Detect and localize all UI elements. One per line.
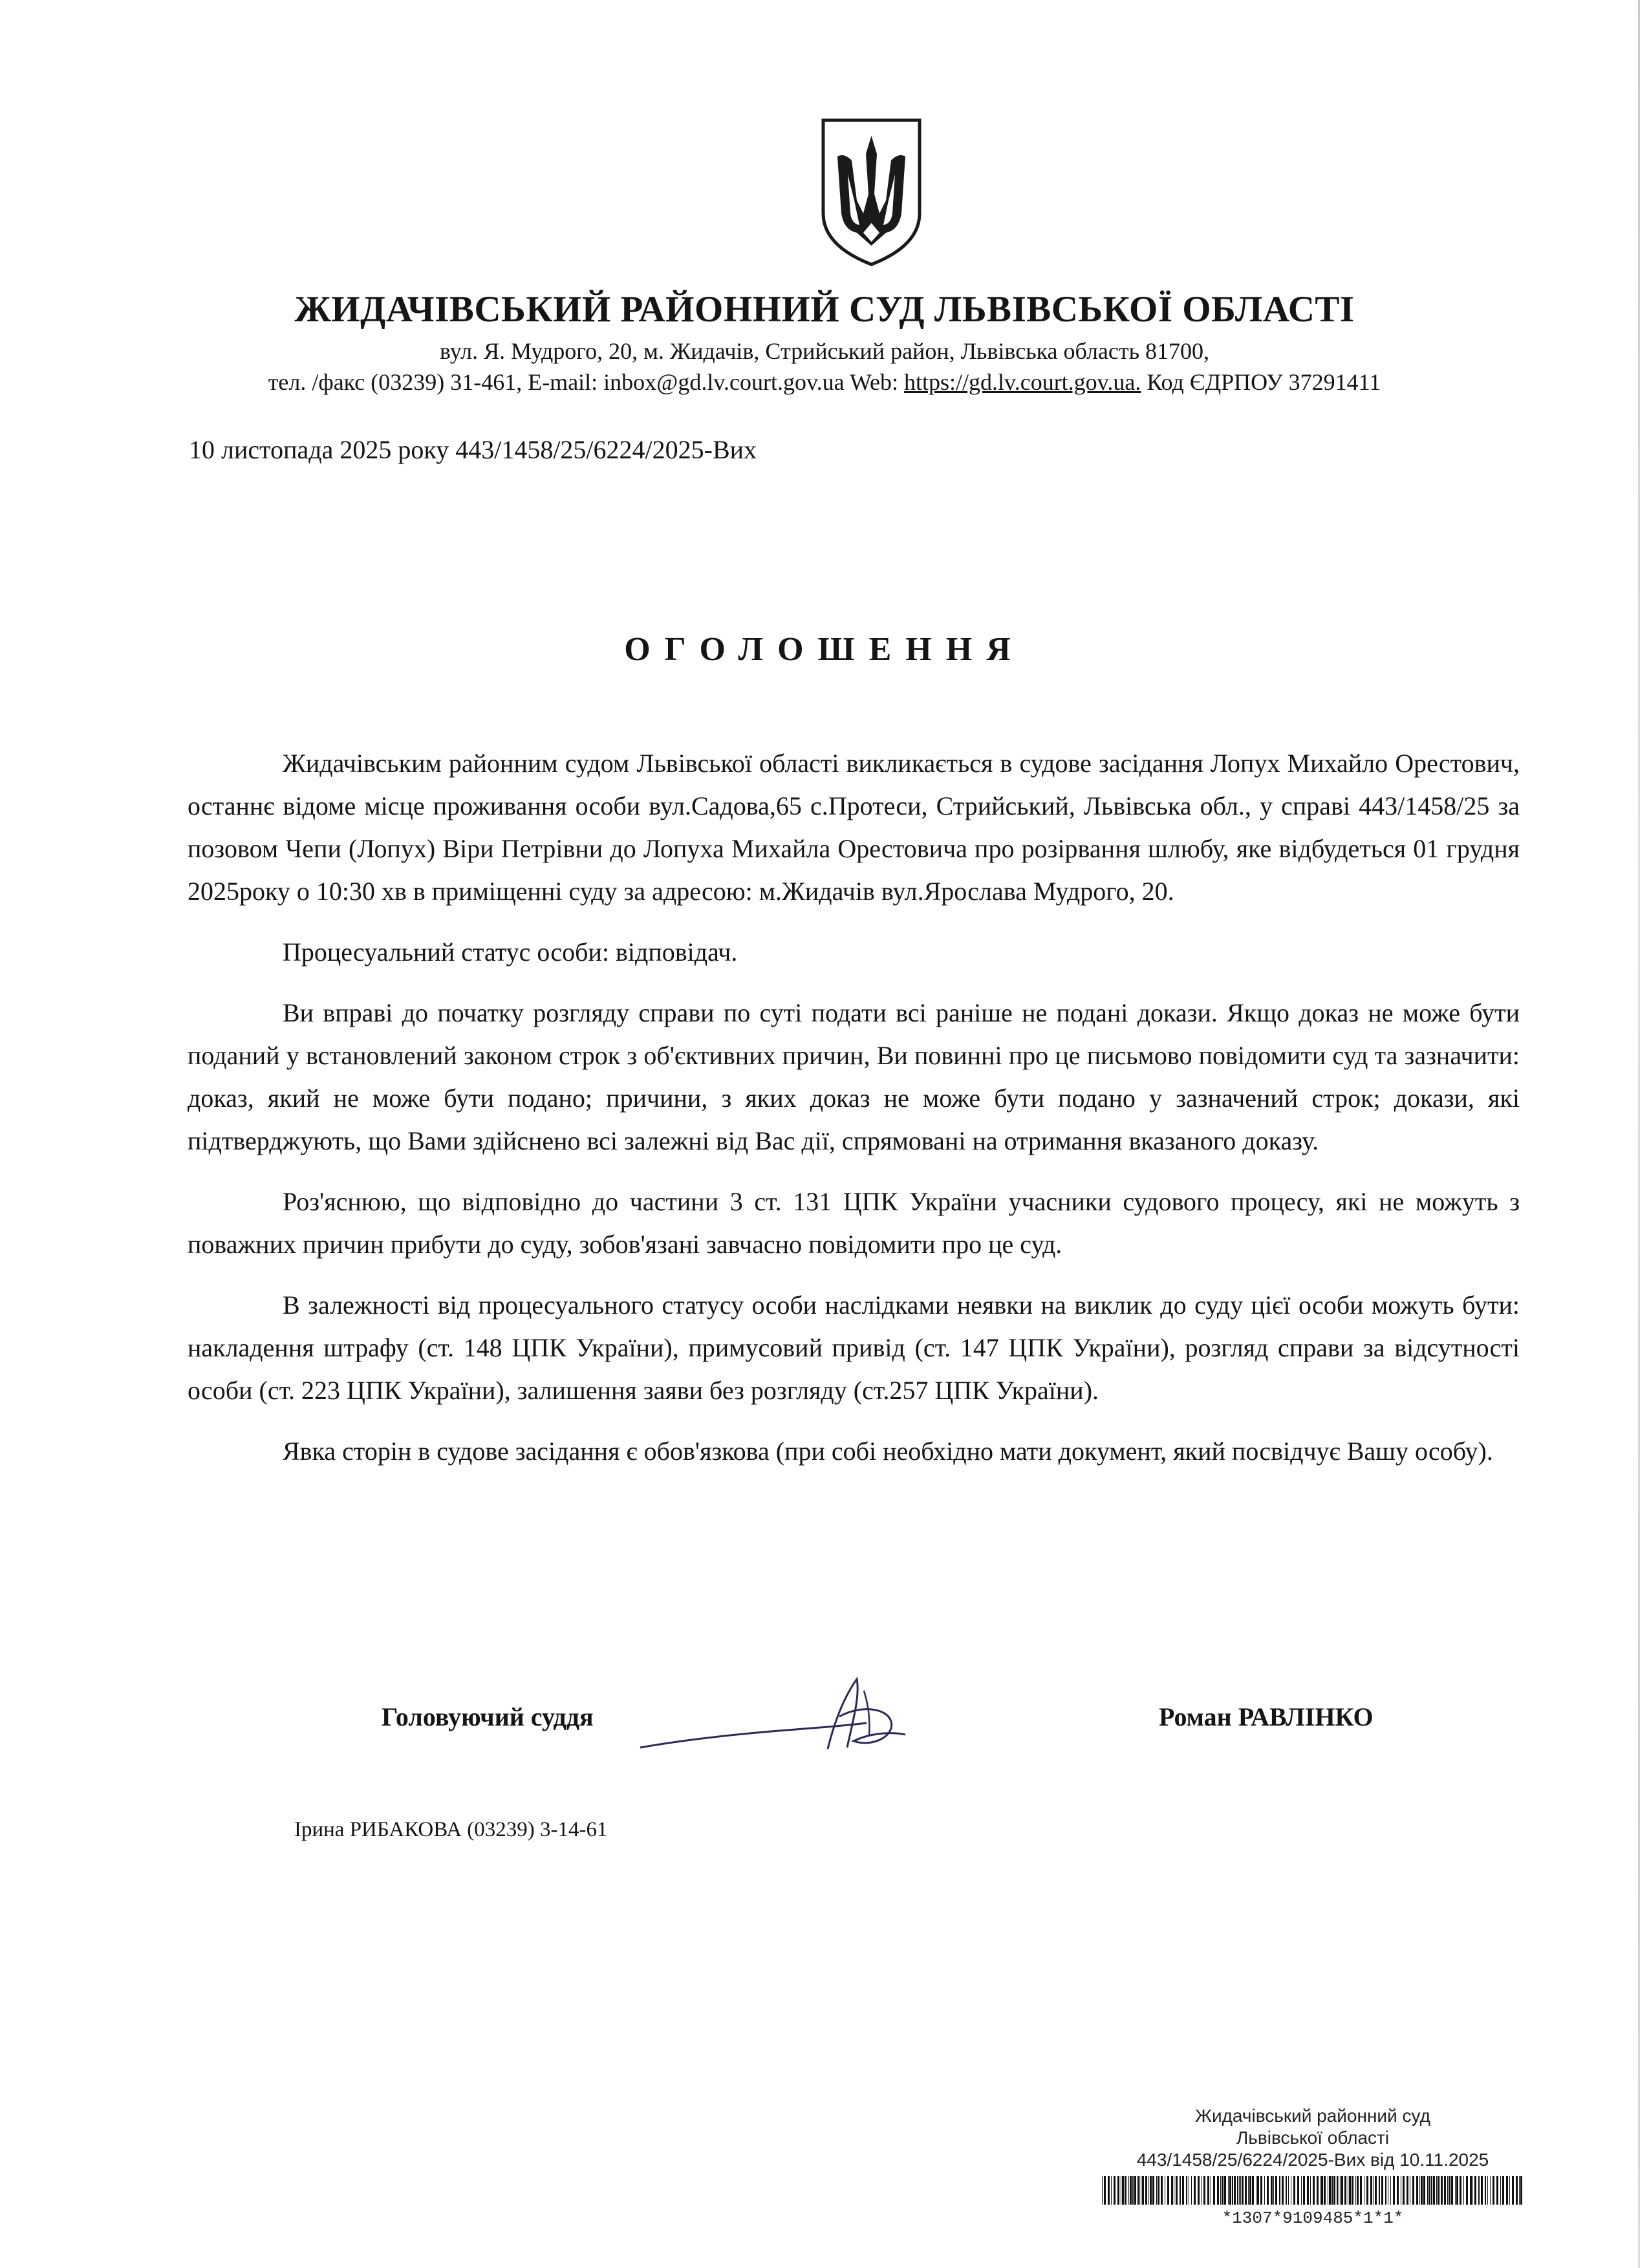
registration-stamp: [1086, 2105, 1539, 2229]
contacts-prefix: тел. /факс (03239) 31-461, E-mail: inbox@gd.lv.court.gov.ua Web:: [268, 369, 905, 395]
website-link[interactable]: https://gd.lv.court.gov.ua.: [904, 369, 1141, 395]
announcement-body: [188, 742, 1520, 1491]
date-and-outgoing-number: 10 листопада 2025 року 443/1458/25/6224/2025-Вих: [189, 435, 757, 464]
paragraph-consequences: В залежності від процесуального статусу особи наслідками неявки на виклик до суду цієї особи можуть бути: накладення штрафу (ст. 148 ЦПК України), примусовий привід (ст. 147 ЦПК України), розгляд справи за відсутності особи (ст. 223 ЦПК України), залишення заяви без розгляду (ст.257 ЦПК України).: [188, 1290, 1520, 1405]
stamp-court-line: Жидачівський районний суд: [1195, 2106, 1430, 2126]
stamp-registration-number: 443/1458/25/6224/2025-Вих від 10.11.2025: [1136, 2150, 1489, 2170]
paragraph-summons: Жидачівським районним судом Львівської області викликається в судове засідання Лопух Михайло Орестович, останнє відоме місце проживання особи вул.Садова,65 с.Протеси, Стрийський, Львівська обл., у справі 443/1458/25 за позовом Чепи (Лопух) Віри Петрівни до Лопуха Михайла Орестовича про розірвання шлюбу, яке відбудеться 01 грудня 2025року о 10:30 хв в приміщенні суду за адресою: м.Жидачів вул.Ярослава Мудрого, 20.: [188, 749, 1520, 906]
executor-contact: Ірина РИБАКОВА (03239) 3-14-61: [294, 1818, 608, 1841]
paragraph-explanation: Роз'яснюю, що відповідно до частини 3 ст. 131 ЦПК України учасники судового процесу, які не можуть з поважних причин прибути до суду, зобов'язані завчасно повідомити про це суд.: [188, 1187, 1520, 1259]
paragraph-attendance: Явка сторін в судове засідання є обов'язкова (при собі необхідно мати документ, який посвідчує Вашу особу).: [283, 1437, 1493, 1466]
trident-coat-of-arms-icon: [818, 116, 925, 268]
contacts-suffix: Код ЄДРПОУ 37291411: [1141, 369, 1381, 395]
court-address: вул. Я. Мудрого, 20, м. Жидачів, Стрийський район, Львівська область 81700,: [439, 338, 1210, 364]
handwritten-signature: [634, 1671, 931, 1762]
court-name: ЖИДАЧІВСЬКИЙ РАЙОННИЙ СУД ЛЬВІВСЬКОЇ ОБЛАСТІ: [294, 289, 1355, 330]
judge-name: Роман РАВЛІНКО: [1159, 1702, 1374, 1731]
barcode-icon: [1099, 2175, 1526, 2206]
paragraph-evidence: Ви вправі до початку розгляду справи по суті подати всі раніше не подані докази. Якщо доказ не може бути поданий у встановлений законом строк з об'єктивних причин, Ви повинні про це письмово повідомити суд та зазначити: доказ, який не може бути подано; причини, з яких доказ не може бути подано у зазначений строк; докази, які підтверджують, що Вами здійснено всі залежні від Вас дії, спрямовані на отримання вказаного доказу.: [188, 998, 1520, 1155]
stamp-region-line: Львівської області: [1236, 2128, 1390, 2148]
document-title: ОГОЛОШЕННЯ: [624, 631, 1025, 668]
signature-role: Головуючий суддя: [382, 1702, 594, 1731]
paragraph-status: Процесуальний статус особи: відповідач.: [283, 937, 738, 967]
court-contacts: [0, 369, 1649, 396]
barcode-text: *1307*9109485*1*1*: [1222, 2209, 1404, 2228]
